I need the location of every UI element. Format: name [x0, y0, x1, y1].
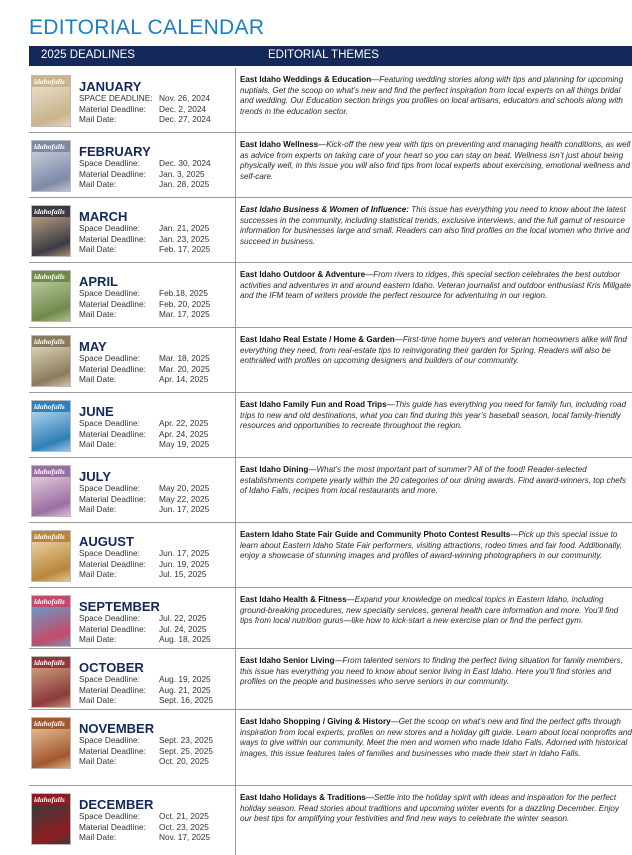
space-deadline-value: Dec. 30, 2024: [159, 158, 211, 168]
mail-date-value: Sept. 16, 2025: [159, 695, 213, 706]
theme-text: —Get the scoop on what’s new and find the perfect gifts through inspiration from local experts, profiles on new stores and a holiday gift guide. Learn about local nonprofits and ways to give within our community. Meet the men and women who made Idaho Falls. Adorned with historical images, this issue features tales of families and businesses who made their start in Idaho Falls.: [240, 717, 632, 758]
month-row-september: [29, 588, 632, 649]
theme-title: East Idaho Shopping / Giving & History: [240, 717, 391, 726]
space-deadline-value: May 20, 2025: [159, 483, 210, 493]
month-name: JUNE: [79, 404, 114, 419]
month-row-march: [29, 198, 632, 263]
cover-masthead: idahofalls: [32, 531, 70, 542]
theme-text: This issue has everything you need to know about the latest successes in the community, including statistical trends, exclusive interviews, and the full gamut of resource information for businesses large and small. Readers can also find profiles on the local women who thrive and succeed in business.: [240, 205, 630, 246]
cover-photo: [32, 607, 70, 647]
material-deadline-value: May 22, 2025: [159, 493, 210, 504]
theme-title: East Idaho Outdoor & Adventure: [240, 270, 366, 279]
space-deadline-label: Space Deadline:: [79, 483, 140, 493]
cover-photo: [32, 668, 70, 708]
month-row-october: [29, 649, 632, 710]
magazine-cover-image: [31, 717, 71, 769]
month-name: OCTOBER: [79, 660, 144, 675]
deadline-list: [79, 93, 211, 125]
theme-text: —From rivers to ridges, this special section celebrates the best outdoor activities and adventures in and around eastern Idaho. Veteran journalist and outdoor enthusiast Kris Millgate and the IFM team of writers provide the perfect resource for adventuring in our region.: [240, 270, 631, 301]
theme-text: —First-time home buyers and veteran homeowners alike will find everything they need, from real-estate tips to reinvigorating their garden for Spring. Readers will also be enthralled with profiles on upcoming designers and builders of our community.: [240, 335, 627, 366]
cover-masthead: idahofalls: [32, 271, 70, 282]
space-deadline-label: Space Deadline:: [79, 353, 140, 363]
mail-date-value: May 19, 2025: [159, 439, 210, 450]
theme-title: East Idaho Health & Fitness: [240, 595, 347, 604]
mail-date-label: Mail Date:: [79, 309, 117, 320]
space-deadline-label: SPACE DEADLINE:: [79, 93, 153, 103]
theme-text: —From talented seniors to finding the perfect living situation for family members, this issue has everything you need to know about senior living in East Idaho. Here you’ll find stories and profiles on the people and businesses who serve seniors in our community.: [240, 656, 623, 687]
cover-photo: [32, 282, 70, 322]
material-deadline-value: Jan. 3, 2025: [159, 168, 205, 179]
mail-date-value: Oct. 20, 2025: [159, 756, 209, 767]
material-deadline-label: Material Deadline:: [79, 821, 146, 832]
mail-date-label: Mail Date:: [79, 244, 117, 255]
material-deadline-label: Material Deadline:: [79, 168, 146, 179]
space-deadline-label: Space Deadline:: [79, 811, 140, 821]
deadlines-header: 2025 DEADLINES: [41, 49, 135, 61]
month-name: SEPTEMBER: [79, 599, 160, 614]
month-name: FEBRUARY: [79, 144, 151, 159]
theme-title: East Idaho Wellness: [240, 140, 319, 149]
cover-masthead: idahofalls: [32, 794, 70, 805]
month-row-february: [29, 133, 632, 198]
material-deadline-label: Material Deadline:: [79, 493, 146, 504]
material-deadline-label: Material Deadline:: [79, 745, 146, 756]
column-divider: [235, 458, 236, 522]
deadline-list: [79, 418, 209, 450]
magazine-cover-image: [31, 595, 71, 647]
month-name: MARCH: [79, 209, 128, 224]
mail-date-label: Mail Date:: [79, 756, 117, 767]
mail-date-value: Jan. 28, 2025: [159, 179, 210, 190]
theme-description: [240, 595, 632, 627]
material-deadline-label: Material Deadline:: [79, 684, 146, 695]
theme-description: [240, 270, 632, 302]
mail-date-label: Mail Date:: [79, 832, 117, 843]
space-deadline-label: Space Deadline:: [79, 613, 140, 623]
cover-photo: [32, 87, 70, 127]
deadline-list: [79, 548, 209, 580]
theme-description: [240, 335, 632, 367]
theme-text: —Featuring wedding stories along with tips and planning for upcoming nuptials. Get the scoop on what’s new and find the perfect inspiration from local experts on all things bridal and wedding. Our Education section brings you profiles on local artisans, educators and schools along with trends in the education sector.: [240, 75, 624, 116]
space-deadline-value: Aug. 19, 2025: [159, 674, 211, 684]
material-deadline-value: Mar. 20, 2025: [159, 363, 210, 374]
month-name: JANUARY: [79, 79, 142, 94]
theme-title: East Idaho Weddings & Education: [240, 75, 372, 84]
column-divider: [235, 710, 236, 785]
mail-date-label: Mail Date:: [79, 179, 117, 190]
mail-date-value: Jun. 17, 2025: [159, 504, 210, 515]
mail-date-value: Nov. 17, 2025: [159, 832, 211, 843]
month-row-december: [29, 786, 632, 855]
deadline-list: [79, 674, 213, 706]
cover-photo: [32, 477, 70, 517]
space-deadline-label: Space Deadline:: [79, 418, 140, 428]
themes-header: EDITORIAL THEMES: [268, 49, 379, 61]
material-deadline-label: Material Deadline:: [79, 298, 146, 309]
theme-text: —Settle into the holiday spirit with ideas and inspiration for the perfect holiday season. Read stories about traditions and upcoming winter events for a dazzling December. Enjoy our best tips for amplifying your festivities and find new ways to celebrate the winter season.: [240, 793, 619, 824]
mail-date-label: Mail Date:: [79, 439, 117, 450]
material-deadline-label: Material Deadline:: [79, 363, 146, 374]
cover-photo: [32, 152, 70, 192]
magazine-cover-image: [31, 793, 71, 845]
material-deadline-value: Sept. 25, 2025: [159, 745, 213, 756]
material-deadline-value: Oct. 23, 2025: [159, 821, 209, 832]
space-deadline-value: Jul. 22, 2025: [159, 613, 207, 623]
month-row-may: [29, 328, 632, 393]
cover-masthead: idahofalls: [32, 141, 70, 152]
month-name: JULY: [79, 469, 112, 484]
material-deadline-label: Material Deadline:: [79, 233, 146, 244]
material-deadline-value: Jul. 24, 2025: [159, 623, 207, 634]
column-divider: [235, 523, 236, 587]
mail-date-label: Mail Date:: [79, 634, 117, 645]
mail-date-value: Jul. 15, 2025: [159, 569, 207, 580]
month-row-january: [29, 68, 632, 133]
space-deadline-label: Space Deadline:: [79, 223, 140, 233]
magazine-cover-image: [31, 400, 71, 452]
mail-date-label: Mail Date:: [79, 695, 117, 706]
cover-photo: [32, 729, 70, 769]
theme-title: East Idaho Business & Women of Influence:: [240, 205, 409, 214]
cover-masthead: idahofalls: [32, 336, 70, 347]
column-divider: [235, 198, 236, 262]
cover-photo: [32, 542, 70, 582]
material-deadline-value: Aug. 21, 2025: [159, 684, 211, 695]
column-divider: [235, 68, 236, 132]
cover-photo: [32, 217, 70, 257]
deadline-list: [79, 735, 213, 767]
magazine-cover-image: [31, 270, 71, 322]
space-deadline-value: Nov. 26, 2024: [159, 93, 211, 103]
mail-date-label: Mail Date:: [79, 504, 117, 515]
mail-date-label: Mail Date:: [79, 569, 117, 580]
space-deadline-label: Space Deadline:: [79, 158, 140, 168]
theme-text: —Kick-off the new year with tips on preventing and managing health conditions, as well as advice from experts on taking care of your heart so you can stay on beat. Wellness isn’t just about being physically well, in this issue you will also find tips from local experts about exercising, emotional wellness and self-care.: [240, 140, 631, 181]
space-deadline-value: Sept. 23, 2025: [159, 735, 213, 745]
theme-description: [240, 205, 632, 247]
theme-description: [240, 465, 632, 497]
deadline-list: [79, 811, 210, 843]
mail-date-value: Mar. 17, 2025: [159, 309, 210, 320]
theme-description: [240, 400, 632, 432]
magazine-cover-image: [31, 656, 71, 708]
month-row-july: [29, 458, 632, 523]
deadline-list: [79, 158, 211, 190]
cover-photo: [32, 805, 70, 845]
theme-description: [240, 656, 632, 688]
space-deadline-value: Apr. 22, 2025: [159, 418, 209, 428]
material-deadline-value: Jan. 23, 2025: [159, 233, 210, 244]
magazine-cover-image: [31, 75, 71, 127]
space-deadline-label: Space Deadline:: [79, 735, 140, 745]
mail-date-label: Mail Date:: [79, 114, 117, 125]
magazine-cover-image: [31, 465, 71, 517]
deadline-list: [79, 613, 211, 645]
mail-date-value: Dec. 27, 2024: [159, 114, 211, 125]
cover-masthead: idahofalls: [32, 401, 70, 412]
column-divider: [235, 263, 236, 327]
mail-date-value: Feb. 17, 2025: [159, 244, 211, 255]
mail-date-value: Aug. 18, 2025: [159, 634, 211, 645]
magazine-cover-image: [31, 205, 71, 257]
column-divider: [235, 328, 236, 392]
space-deadline-label: Space Deadline:: [79, 288, 140, 298]
cover-masthead: idahofalls: [32, 718, 70, 729]
theme-description: [240, 717, 632, 759]
theme-description: [240, 530, 632, 562]
space-deadline-label: Space Deadline:: [79, 548, 140, 558]
cover-masthead: idahofalls: [32, 596, 70, 607]
material-deadline-label: Material Deadline:: [79, 103, 146, 114]
theme-title: Eastern Idaho State Fair Guide and Community Photo Contest Results: [240, 530, 511, 539]
column-divider: [235, 786, 236, 855]
material-deadline-label: Material Deadline:: [79, 558, 146, 569]
theme-title: East Idaho Senior Living: [240, 656, 335, 665]
theme-text: —Pick up this special issue to learn about Eastern Idaho State Fair performers, visiting attractions, rodeo times and fair food. Additionally, enjoy a showcase of stunning images and profiles of award-winning photographers in our community.: [240, 530, 622, 561]
column-divider: [235, 133, 236, 197]
theme-title: East Idaho Real Estate / Home & Garden: [240, 335, 395, 344]
month-row-april: [29, 263, 632, 328]
material-deadline-value: Feb. 20, 2025: [159, 298, 211, 309]
month-name: APRIL: [79, 274, 118, 289]
mail-date-label: Mail Date:: [79, 374, 117, 385]
theme-title: East Idaho Family Fun and Road Trips: [240, 400, 387, 409]
month-name: DECEMBER: [79, 797, 154, 812]
deadline-list: [79, 223, 210, 255]
deadline-list: [79, 288, 210, 320]
month-row-november: [29, 710, 632, 786]
space-deadline-value: Mar. 18, 2025: [159, 353, 210, 363]
magazine-cover-image: [31, 335, 71, 387]
month-name: NOVEMBER: [79, 721, 155, 736]
table-header: [29, 46, 632, 66]
cover-masthead: idahofalls: [32, 206, 70, 217]
column-divider: [235, 649, 236, 709]
cover-masthead: idahofalls: [32, 657, 70, 668]
cover-photo: [32, 412, 70, 452]
space-deadline-label: Space Deadline:: [79, 674, 140, 684]
material-deadline-label: Material Deadline:: [79, 428, 146, 439]
page-title: EDITORIAL CALENDAR: [29, 16, 265, 39]
column-divider: [235, 393, 236, 457]
material-deadline-label: Material Deadline:: [79, 623, 146, 634]
calendar-table: [29, 68, 632, 855]
space-deadline-value: Jan. 21, 2025: [159, 223, 210, 233]
column-divider: [235, 588, 236, 648]
space-deadline-value: Feb.18, 2025: [159, 288, 208, 298]
theme-description: [240, 75, 632, 117]
theme-text: —What’s the most important part of summer? All of the food! Reader-selected establishments compete yearly within the 20 categories of our dining awards. Find award-winners, top chefs of Idaho Falls, recipes from local restaurants and more.: [240, 465, 626, 496]
month-row-june: [29, 393, 632, 458]
mail-date-value: Apr. 14, 2025: [159, 374, 209, 385]
theme-title: East Idaho Dining: [240, 465, 309, 474]
deadline-list: [79, 353, 210, 385]
space-deadline-value: Oct. 21, 2025: [159, 811, 209, 821]
cover-masthead: idahofalls: [32, 466, 70, 477]
month-name: MAY: [79, 339, 107, 354]
space-deadline-value: Jun. 17, 2025: [159, 548, 210, 558]
theme-description: [240, 793, 632, 825]
deadline-list: [79, 483, 209, 515]
material-deadline-value: Jun. 19, 2025: [159, 558, 210, 569]
month-name: AUGUST: [79, 534, 134, 549]
theme-text: —This guide has everything you need for family fun, including road trips to new and old destinations, what you can find during this year’s baseball season, local family-friendly resources and opportunities to recreate throughout the region.: [240, 400, 626, 431]
month-row-august: [29, 523, 632, 588]
material-deadline-value: Apr. 24, 2025: [159, 428, 209, 439]
magazine-cover-image: [31, 140, 71, 192]
theme-description: [240, 140, 632, 182]
cover-masthead: idahofalls: [32, 76, 70, 87]
theme-text: —Expand your knowledge on medical topics in Eastern Idaho, including ground-breaking procedures, new specialty services, general health care information and more. You’ll find tips from local nutrition gurus—like how to kick-start a new exercise plan or find the perfect gym.: [240, 595, 619, 626]
cover-photo: [32, 347, 70, 387]
material-deadline-value: Dec. 2, 2024: [159, 103, 207, 114]
magazine-cover-image: [31, 530, 71, 582]
theme-title: East Idaho Holidays & Traditions: [240, 793, 366, 802]
